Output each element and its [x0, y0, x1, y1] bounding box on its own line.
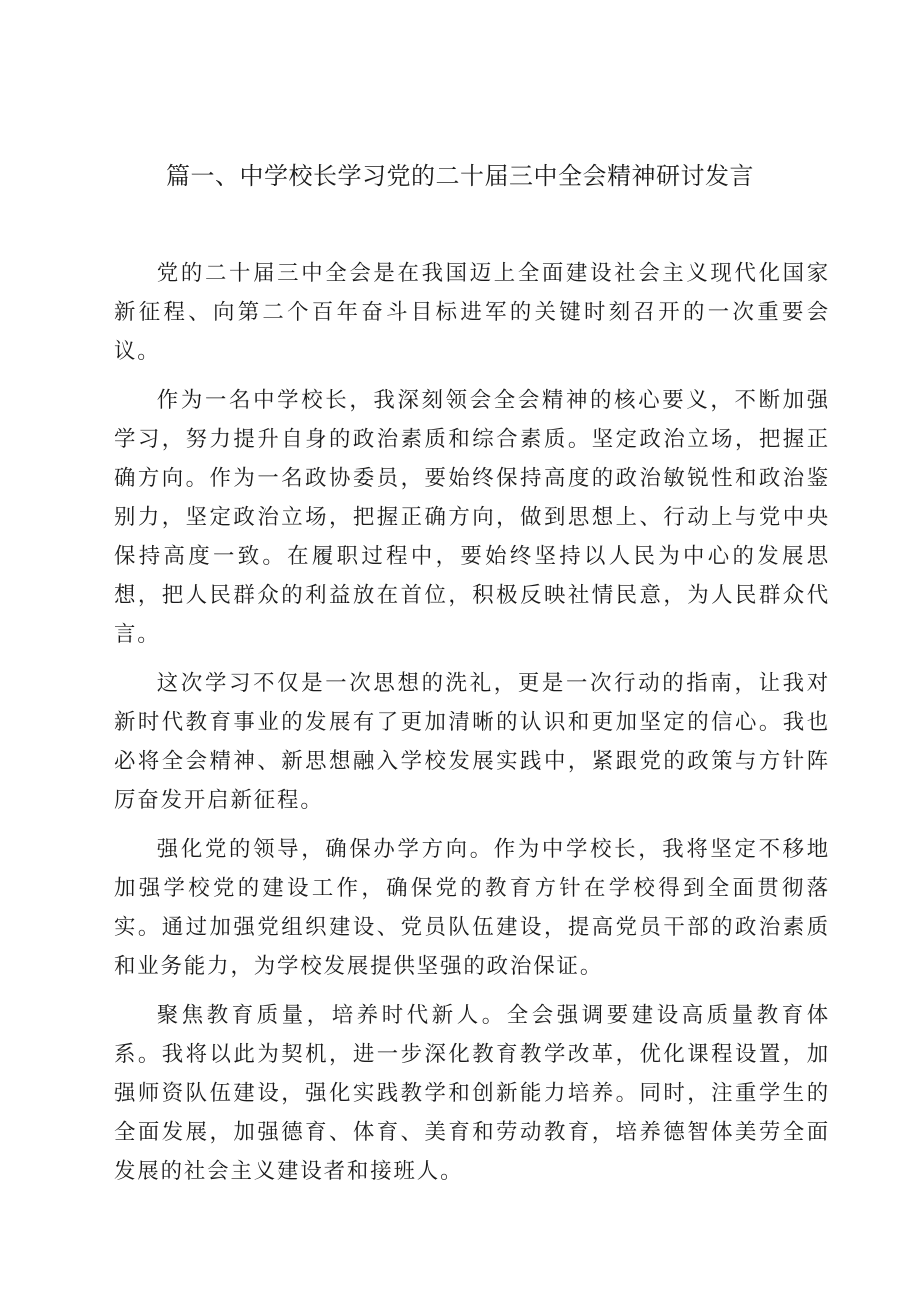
paragraph-5: 聚焦教育质量，培养时代新人。全会强调要建设高质量教育体系。我将以此为契机，进一步深化教育教学改革，优化课程设置，加强师资队伍建设，强化实践教学和创新能力培养。同时，注重学生的全面发展，加强德育、体育、美育和劳动教育，培养德智体美劳全面发展的社会主义建设者和接班人。 [114, 1003, 830, 1184]
paragraph-2: 作为一名中学校长，我深刻领会全会精神的核心要义，不断加强学习，努力提升自身的政治素质和综合素质。坚定政治立场，把握正确方向。作为一名政协委员，要始终保持高度的政治敏锐性和政治鉴别力，坚定政治立场，把握正确方向，做到思想上、行动上与党中央保持高度一致。在履职过程中，要始终坚持以人民为中心的发展思想，把人民群众的利益放在首位，积极反映社情民意，为人民群众代言。 [114, 388, 830, 647]
document-body [114, 254, 830, 1201]
paragraph-1: 党的二十届三中全会是在我国迈上全面建设社会主义现代化国家新征程、向第二个百年奋斗目标进军的关键时刻召开的一次重要会议。 [114, 261, 830, 364]
paragraph-4: 强化党的领导，确保办学方向。作为中学校长，我将坚定不移地加强学校党的建设工作，确保党的教育方针在学校得到全面贯彻落实。通过加强党组织建设、党员队伍建设，提高党员干部的政治素质和业务能力，为学校发展提供坚强的政治保证。 [114, 837, 830, 979]
paragraph-3: 这次学习不仅是一次思想的洗礼，更是一次行动的指南，让我对新时代教育事业的发展有了更加清晰的认识和更加坚定的信心。我也必将全会精神、新思想融入学校发展实践中，紧跟党的政策与方针阵厉奋发开启新征程。 [114, 671, 830, 813]
document-title: 篇一、中学校长学习党的二十届三中全会精神研讨发言 [166, 162, 754, 190]
